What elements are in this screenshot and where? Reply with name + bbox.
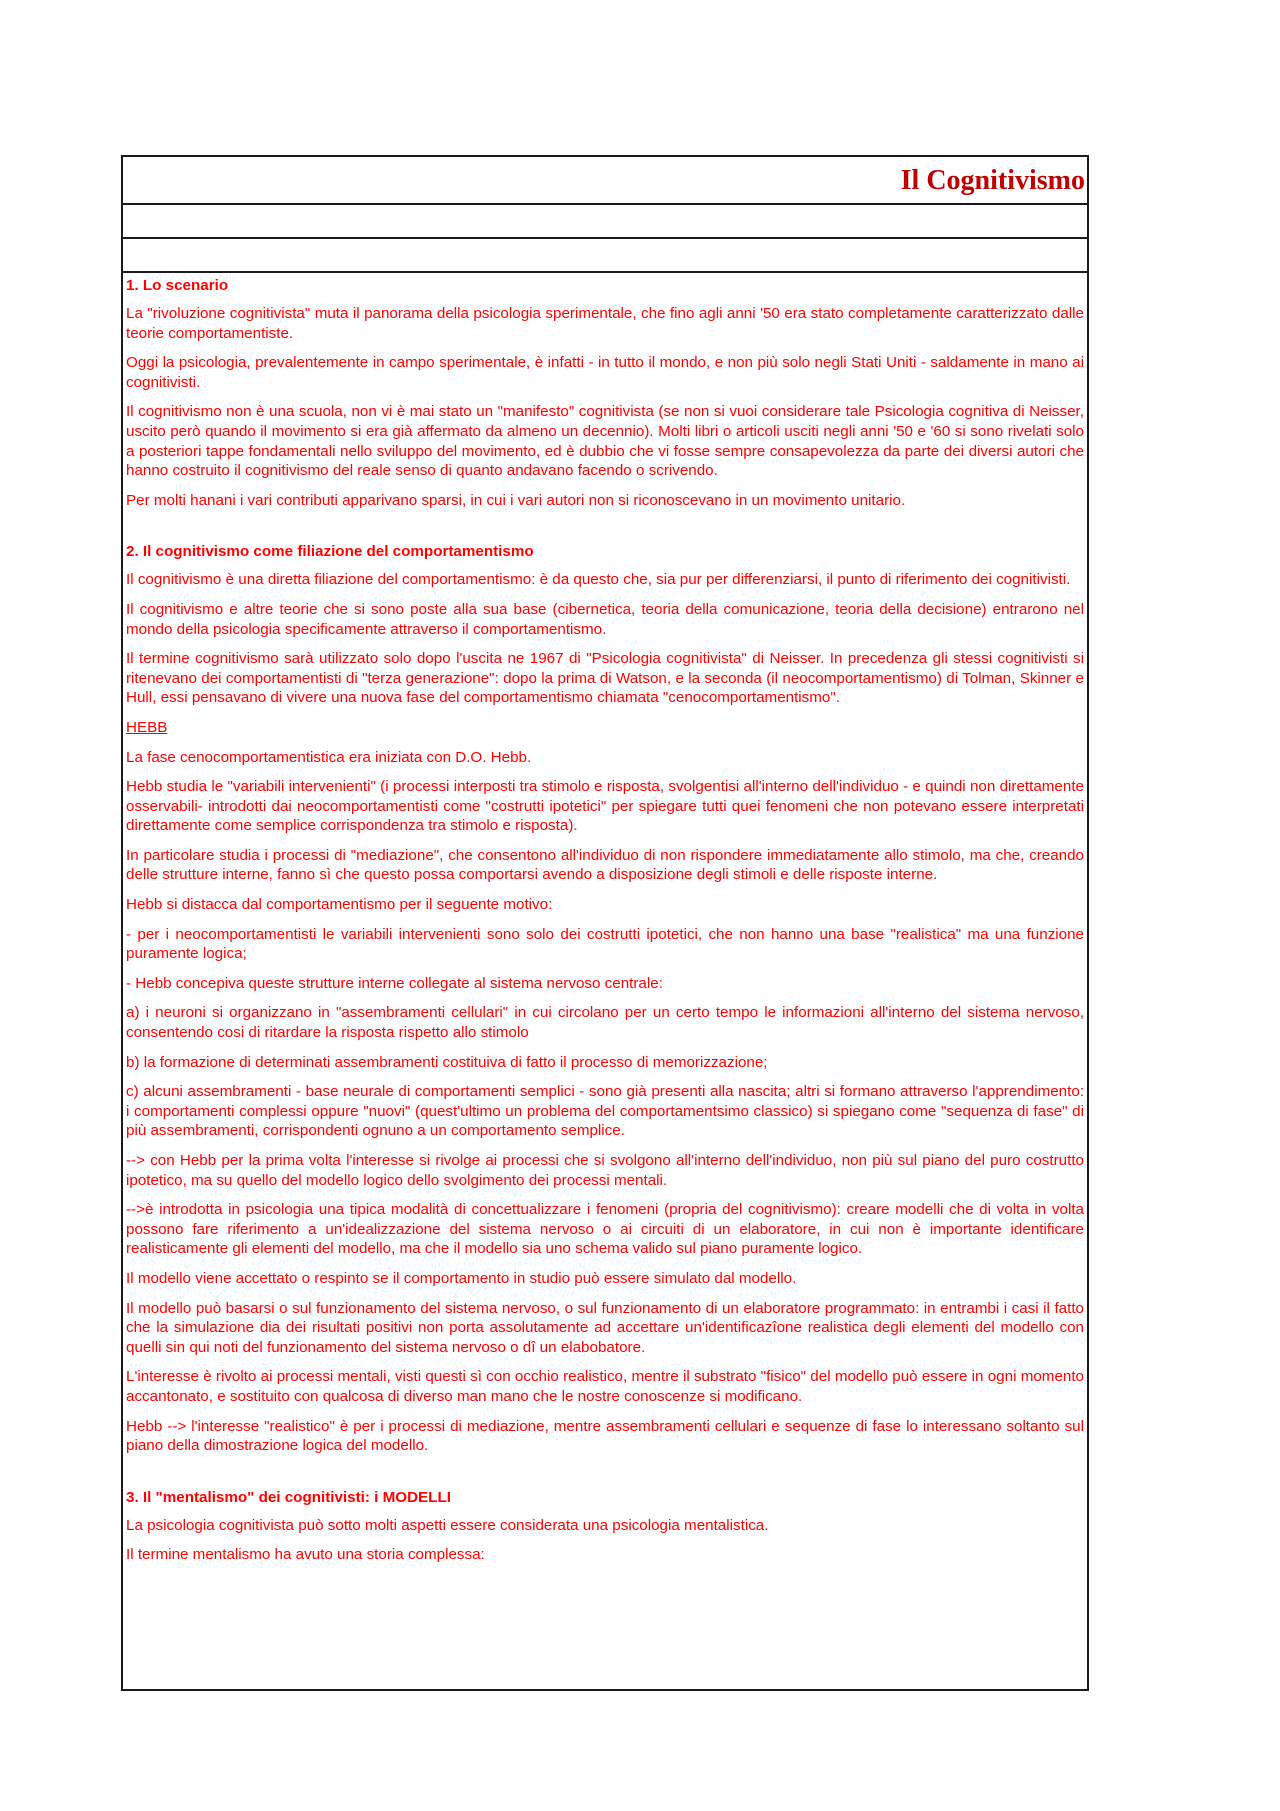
empty-row-1 <box>123 205 1087 239</box>
paragraph: Il modello può basarsi o sul funzionamento del sistema nervoso, o sul funzionamento di un elaboratore programmato: in entrambi i casi il fatto che la simulazione dia dei risultati positivi non porta assolutamente ad accettare un'identificazîone realistica degli elementi del modello con quelli sin qui noti del funzionamento del sistema nervoso o dî un elabobatore. <box>126 1299 1084 1356</box>
paragraph: c) alcuni assembramenti - base neurale di comportamenti semplici - sono già presenti alla nascita; altri si formano attraverso l'apprendimento: i comportamenti complessi oppure "nuovi" (quest'ultimo un problema del comportamentsimo classico) si spiegano come "sequenza di fase" di più assembramenti, corrispondenti ognuno a un comportamento semplice. <box>126 1083 1084 1140</box>
paragraph: Il cognitivismo non è una scuola, non vi è mai stato un "manifesto" cognitivista (se non si vuoi considerare tale Psicologia cognitiva di Neisser, uscito però quando il movimento si era già affermato da almeno un decennio). Molti libri o articoli usciti negli anni '50 e '60 si sono rivelati solo a posteriori tappe fondamentali nello sviluppo del movimento, ed è dubbio che vi fosse sempre consapevolezza da parte dei diversi autori che hanno costruito il cognitivismo del reale senso di quanto andavano facendo o scrivendo. <box>126 403 1084 480</box>
document-body <box>123 273 1087 1565</box>
paragraph: In particolare studia i processi di "mediazione", che consentono all'individuo di non rispondere immediatamente allo stimolo, ma che, creando delle strutture interne, fanno sì che questo possa comportarsi avendo a disposizione degli stimoli e delle risposte interne. <box>126 846 1084 884</box>
section-gap <box>126 520 1084 542</box>
paragraph: Il termine mentalismo ha avuto una storia complessa: <box>126 1546 485 1564</box>
paragraph: Il modello viene accettato o respinto se il comportamento in studio può essere simulato dal modello. <box>126 1269 797 1287</box>
paragraph: Hebb --> l'interesse "realistico" è per i processi di mediazione, mentre assembramenti cellulari e sequenze di fase lo interessano soltanto sul piano della dimostrazione logica del modello. <box>126 1417 1084 1455</box>
paragraph: Hebb si distacca dal comportamentismo per il seguente motivo: <box>126 896 553 914</box>
paragraph: Il termine cognitivismo sarà utilizzato solo dopo l'uscita ne 1967 di "Psicologia cognitivista" di Neisser. In precedenza gli stessi cognitivisti si ritenevano dei comportamentisti di "terza generazione": dopo la prima di Watson, e la seconda (il neocomportamentismo) di Tolman, Skinner e Hull, essi pensavano di vivere una nuova fase del comportamentismo chiamata "cenocomportamentismo". <box>126 650 1084 707</box>
paragraph: Per molti hanani i vari contributi apparivano sparsi, in cui i vari autori non si riconoscevano in un movimento unitario. <box>126 491 906 509</box>
paragraph: La "rivoluzione cognitivista" muta il panorama della psicologia sperimentale, che fino agli anni '50 era stato completamente caratterizzato dalle teorie comportamentiste. <box>126 305 1084 342</box>
section-heading: 2. Il cognitivismo come filiazione del comportamentismo <box>126 543 534 561</box>
document-sheet <box>121 155 1089 1691</box>
section-gap <box>126 1466 1084 1488</box>
paragraph: La fase cenocomportamentistica era iniziata con D.O. Hebb. <box>126 748 532 766</box>
paragraph: L'interesse è rivolto ai processi mentali, visti questi sì con occhio realistico, mentre il substrato "fisico" del modello può essere in ogni momento accantonato, e sostituito con qualcosa di diverso man mano che le nostre conoscenze si modificano. <box>126 1368 1084 1405</box>
paragraph: b) la formazione di determinati assembramenti costituiva di fatto il processo di memorizzazione; <box>126 1053 768 1071</box>
paragraph: --> con Hebb per la prima volta l'interesse si rivolge ai processi che si svolgono all'interno dell'individuo, non più sul piano del puro costrutto ipotetico, ma su quello del modello logico dello svolgimento dei processi mentali. <box>126 1152 1084 1189</box>
paragraph: a) i neuroni si organizzano in "assembramenti cellulari" in cui circolano per un certo tempo le informazioni all'interno del sistema nervoso, consentendo cosi di ritardare la risposta rispetto allo stimolo <box>126 1004 1084 1042</box>
title-row <box>123 157 1087 205</box>
paragraph: - per i neocomportamentisti le variabili intervenienti sono solo dei costrutti ipotetici, che non hanno una base "realistica" ma una funzione puramente logica; <box>126 925 1084 963</box>
paragraph: Il cognitivismo e altre teorie che si sono poste alla sua base (cibernetica, teoria della comunicazione, teoria della decisione) entrarono nel mondo della psicologia specificamente attraverso il comportamentismo. <box>126 600 1084 638</box>
paragraph: Oggi la psicologia, prevalentemente in campo sperimentale, è infatti - in tutto il mondo, e non più solo negli Stati Uniti - saldamente in mano ai cognitivisti. <box>126 354 1084 391</box>
paragraph: La psicologia cognitivista può sotto molti aspetti essere considerata una psicologia mentalistica. <box>126 1516 769 1534</box>
empty-row-2 <box>123 239 1087 273</box>
section-heading: 1. Lo scenario <box>126 277 229 294</box>
section-heading: 3. Il "mentalismo" dei cognitivisti: i MODELLI <box>126 1488 451 1506</box>
paragraph: - Hebb concepiva queste strutture interne collegate al sistema nervoso centrale: <box>126 974 663 992</box>
paragraph: -->è introdotta in psicologia una tipica modalità di concettualizzare i fenomeni (propria del cognitivismo): creare modelli che di volta in volta possono fare riferimento a un'idealizzazione del sistema nervoso o ai circuiti di un elaboratore, in cui non è importante identificare realisticamente gli elementi del modello, ma che il modello sia uno schema valido sul piano puramente logico. <box>126 1201 1084 1258</box>
paragraph: Hebb studia le "variabili intervenienti" (i processi interposti tra stimolo e risposta, svolgentisi all'interno dell'individuo - e quindi non direttamente osservabili- introdotti dai neocomportamentisti come "costrutti ipotetici" per spiegare tutti quei fenomeni che non potevano essere interpretati direttamente come semplice corrispondenza tra stimolo e risposta). <box>126 778 1084 835</box>
document-title: Il Cognitivismo <box>900 165 1085 196</box>
paragraph: Il cognitivismo è una diretta filiazione del comportamentismo: è da questo che, sia pur per differenziarsi, il punto di riferimento dei cognitivisti. <box>126 571 1071 589</box>
subheading-hebb: HEBB <box>126 718 168 736</box>
